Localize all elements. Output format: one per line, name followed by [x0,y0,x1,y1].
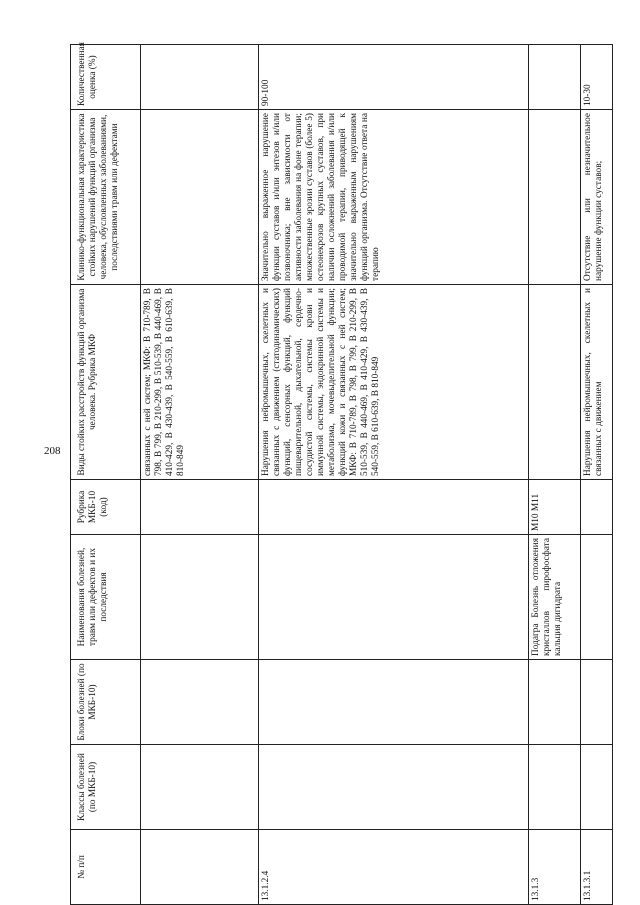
cell-classes [529,745,581,830]
cell-classes [259,745,529,830]
cell-code [259,480,529,535]
cell-code [141,480,259,535]
table-row [259,45,529,905]
header-blocks: Блоки болезней (по МКБ-10) [71,660,141,745]
cell-classes [581,745,613,830]
cell-types: Нарушения нейромышечных, скелетных и связанных с движением (статодинамических) функций, сенсорных функций, функций пищеварительной, дыхательной, сердечно-сосудистой системы, системы крови и иммунной системы, эндокринной системы и метаболизма, мочевыделительной функции; функций кожи и связанных с ней систем; МКФ: В 710-789, В 798, В 799, В 210-299, В 510-539, В 440-469, В 410-429, В 430-439, В 540-559, В 610-639, В 810-849 [259,285,529,480]
cell-clinical [529,110,581,285]
cell-blocks [581,660,613,745]
cell-num: 13.1.3.1 [581,830,613,905]
cell-name [141,535,259,660]
cell-blocks [141,660,259,745]
cell-types [529,285,581,480]
cell-clinical: Отсутствие или незначительное нарушение функции суставов; [581,110,613,285]
cell-blocks [259,660,529,745]
header-clinical: Клинико-функциональная характеристика стойких нарушений функций организма человека, обусловленных заболеваниями, последствиями травм или дефектами [71,110,141,285]
cell-num: 13.1.2.4 [259,830,529,905]
header-assessment: Количественная оценка (%) [71,45,141,110]
header-num: № п/п [71,830,141,905]
header-classes: Классы болезней (по МКБ-10) [71,745,141,830]
cell-types: Нарушения нейромышечных, скелетных и связанных с движением [581,285,613,480]
rotated-table-sheet [70,42,612,905]
cell-assessment [141,45,259,110]
cell-blocks [529,660,581,745]
disability-criteria-table [70,44,613,905]
cell-assessment: 10-30 [581,45,613,110]
cell-types: связанных с ней систем; МКФ: В 710-789, В 798, В 799, В 210-299, В 510-539, В 440-469, В 410-429, В 430-439, В 540-559, В 610-639, В 810-849 [141,285,259,480]
cell-assessment [529,45,581,110]
cell-code [581,480,613,535]
cell-assessment: 90-100 [259,45,529,110]
table-row [529,45,581,905]
cell-clinical [141,110,259,285]
cell-num: 13.1.3 [529,830,581,905]
cell-name: Подагра Болезнь отложения кристаллов пирофосфата кальция дигидрата [529,535,581,660]
cell-clinical: Значительно выраженное нарушение функции суставов и/или энтезов и/или позвоночника; вне зависимости от активности заболевания на фоне терапии; множественные эрозии суставов (более 5) остеонекрозов крупных суставов, при наличии осложнений заболевания и/или проводимой терапии, приводящей к значительно выраженным нарушениям функций организма. Отсутствие ответа на терапию [259,110,529,285]
header-name: Наименования болезней, травм или дефектов и их последствия [71,535,141,660]
table-row [581,45,613,905]
header-types: Виды стойких расстройств функций организма человека. Рубрика МКФ [71,285,141,480]
cell-name [581,535,613,660]
page-number: 208 [44,445,61,457]
cell-code: М10 М11 [529,480,581,535]
header-code: Рубрика МКБ-10 (код) [71,480,141,535]
cell-name [259,535,529,660]
table-row [141,45,259,905]
cell-num [141,830,259,905]
header-row [71,45,141,905]
cell-classes [141,745,259,830]
